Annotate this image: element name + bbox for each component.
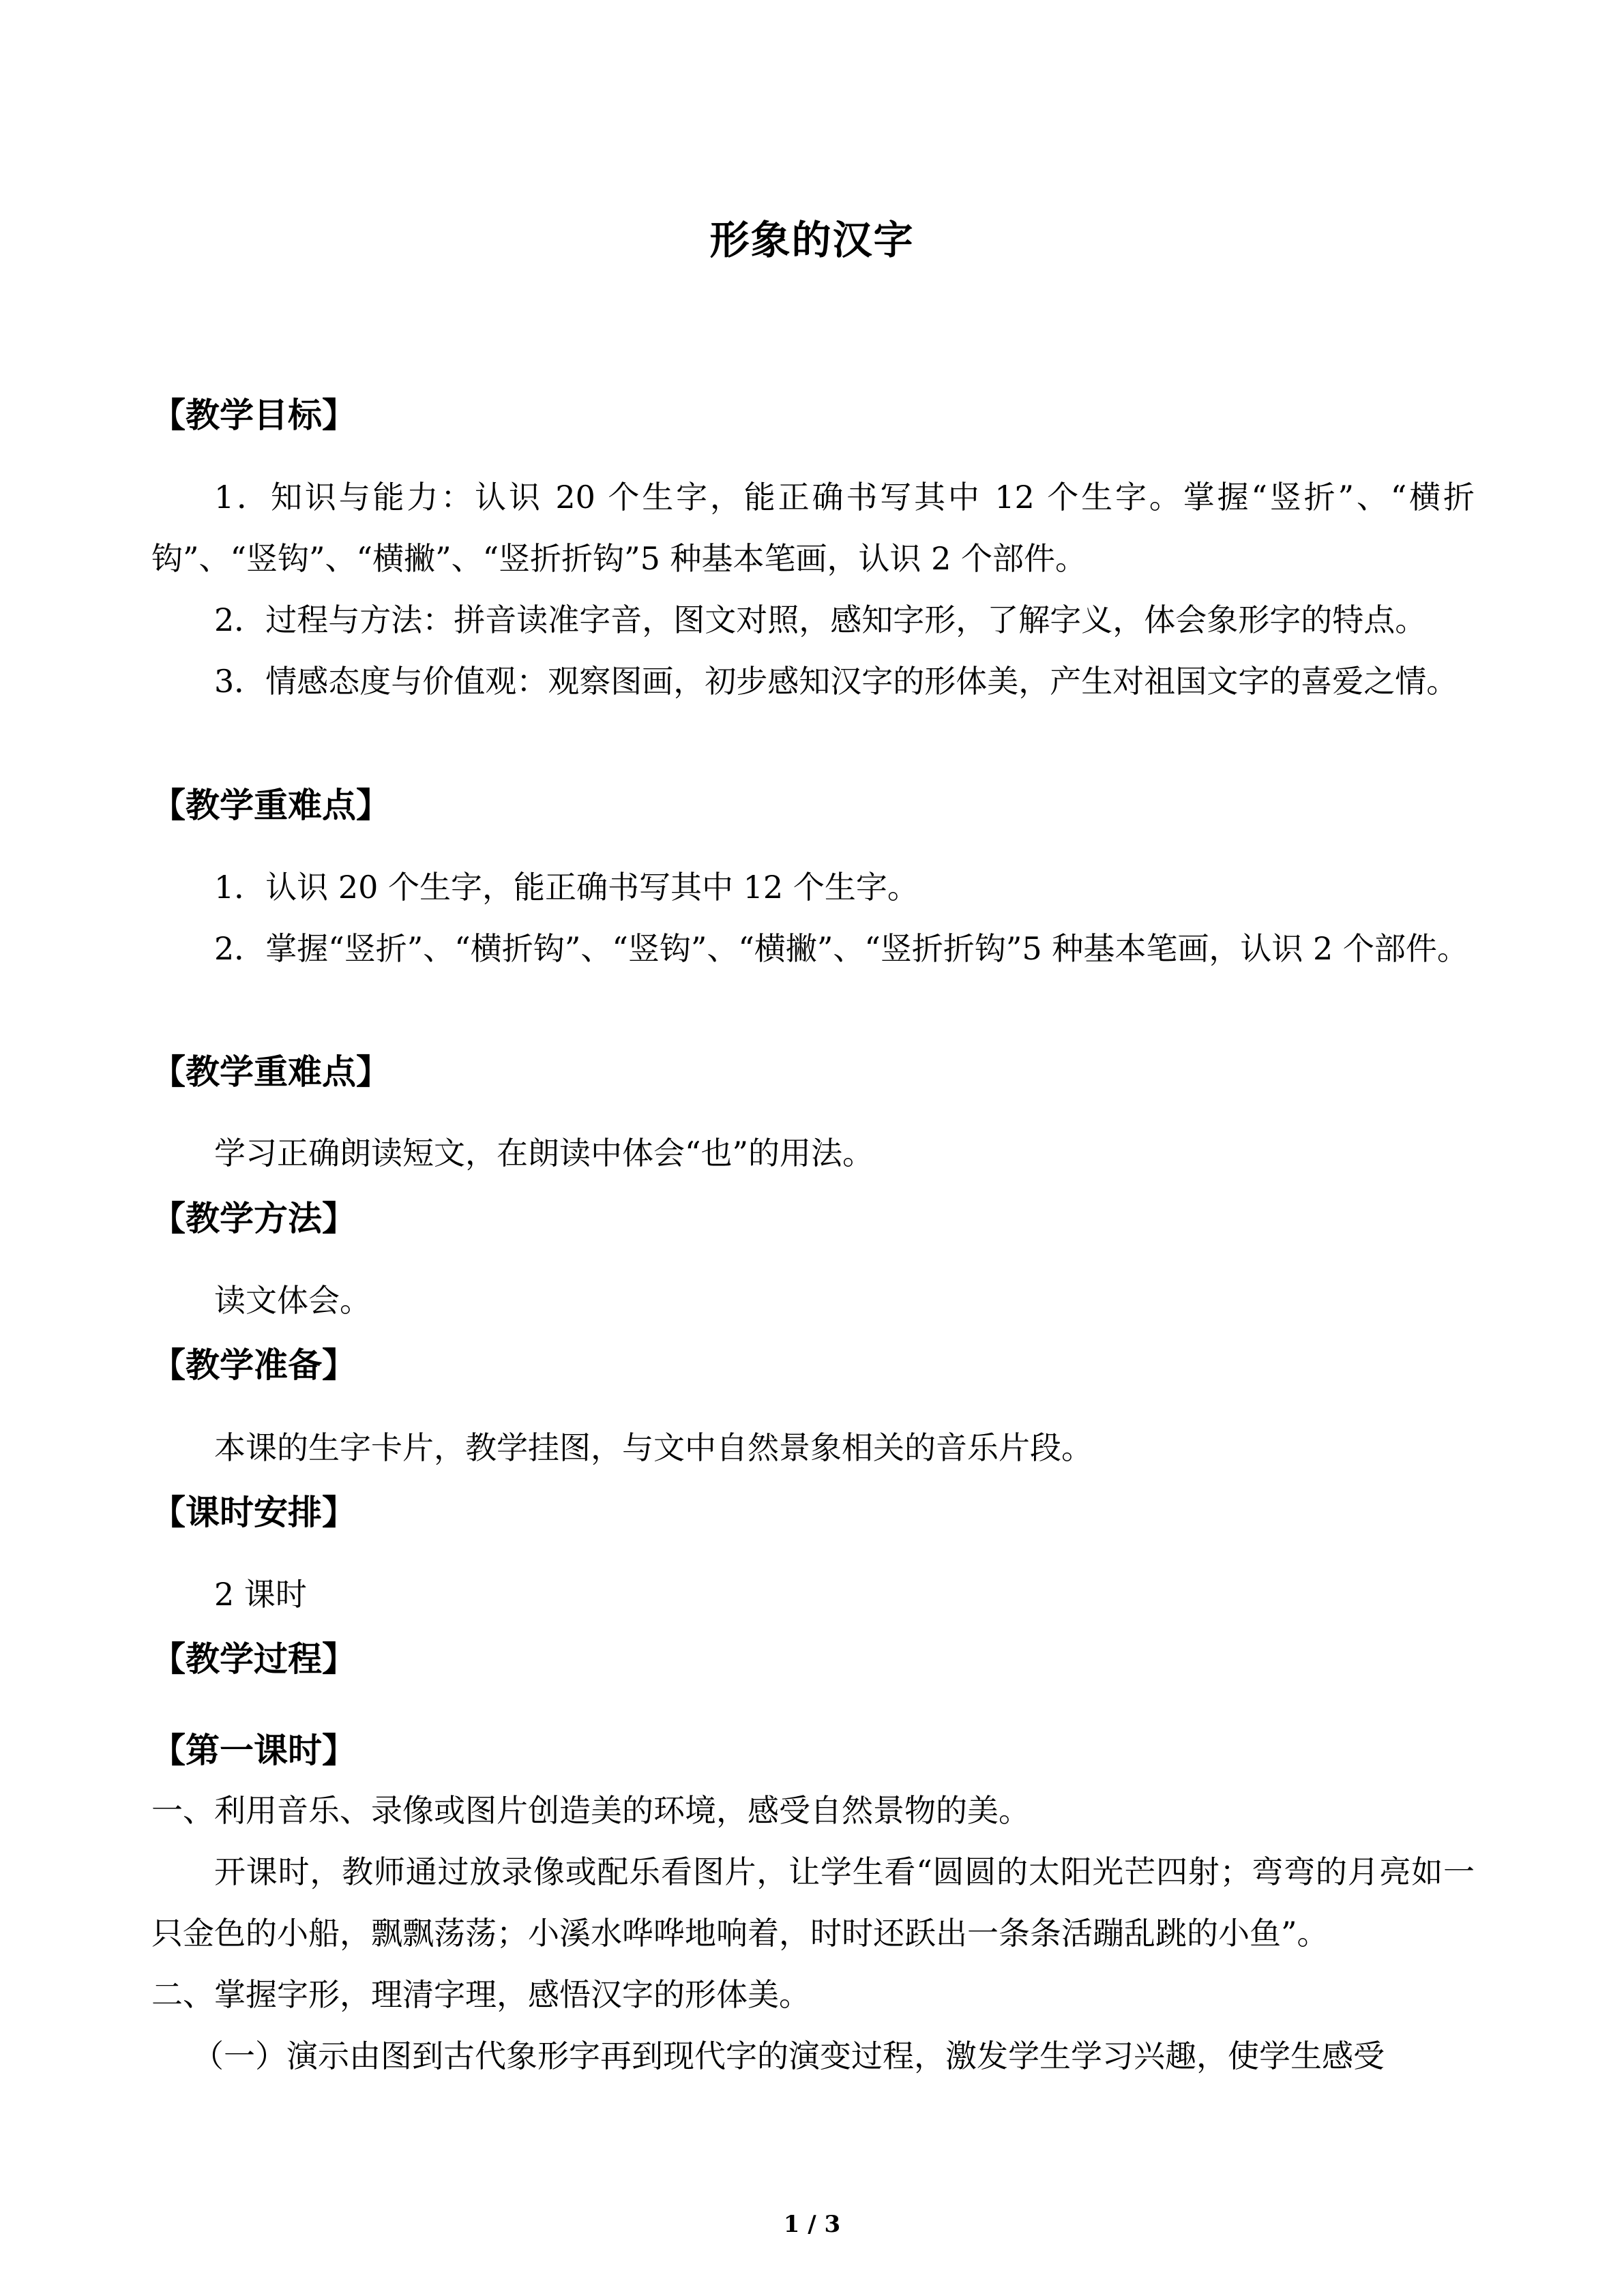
section-heading-goals: 【教学目标】 [151, 395, 356, 435]
key-points-item-1: 1．认识 20 个生字，能正确书写其中 12 个生字。 [214, 869, 919, 906]
key-points-item-2: 2．掌握“竖折”、“横折钩”、“竖钩”、“横撇”、“竖折折钩”5 种基本笔画，认识 2 个部件。 [214, 930, 1468, 967]
section-heading-process: 【教学过程】 [151, 1639, 356, 1679]
document-title: 形象的汉字 [709, 217, 915, 263]
section-heading-difficult-points: 【教学重难点】 [151, 1052, 390, 1092]
first-lesson-item-3: 二、掌握字形，理清字理，感悟汉字的形体美。 [151, 1976, 810, 2013]
goals-item-1: 1．知识与能力：认识 20 个生字，能正确书写其中 12 个生字。掌握“竖折”、“横折钩”、“竖钩”、“横撇”、“竖折折钩”5 种基本笔画，认识 2 个部件。 [151, 479, 1475, 577]
section-heading-methods: 【教学方法】 [151, 1198, 356, 1238]
first-lesson-item-1: 一、利用音乐、录像或图片创造美的环境，感受自然景物的美。 [151, 1792, 1030, 1829]
section-heading-preparation: 【教学准备】 [151, 1345, 356, 1385]
schedule-item-1: 2 课时 [214, 1576, 307, 1613]
first-lesson-item-4: （一）演示由图到古代象形字再到现代字的演变过程，激发学生学习兴趣，使学生感受 [192, 2038, 1385, 2074]
section-heading-schedule: 【课时安排】 [151, 1492, 356, 1532]
section-heading-key-points: 【教学重难点】 [151, 785, 390, 825]
preparation-item-1: 本课的生字卡片，教学挂图，与文中自然景象相关的音乐片段。 [214, 1429, 1093, 1466]
section-heading-first-lesson: 【第一课时】 [151, 1730, 356, 1770]
methods-item-1: 读文体会。 [214, 1282, 371, 1319]
page-number: 1 / 3 [783, 2211, 841, 2238]
difficult-points-item-1: 学习正确朗读短文，在朗读中体会“也”的用法。 [214, 1135, 874, 1172]
first-lesson-item-2: 开课时，教师通过放录像或配乐看图片，让学生看“圆圆的太阳光芒四射；弯弯的月亮如一只金色的小船，飘飘荡荡；小溪水哗哗地响着，时时还跃出一条条活蹦乱跳的小鱼”。 [151, 1853, 1475, 1952]
goals-item-3: 3．情感态度与价值观：观察图画，初步感知汉字的形体美，产生对祖国文字的喜爱之情。 [214, 663, 1458, 700]
goals-item-2: 2．过程与方法：拼音读准字音，图文对照，感知字形，了解字义，体会象形字的特点。 [214, 601, 1427, 638]
